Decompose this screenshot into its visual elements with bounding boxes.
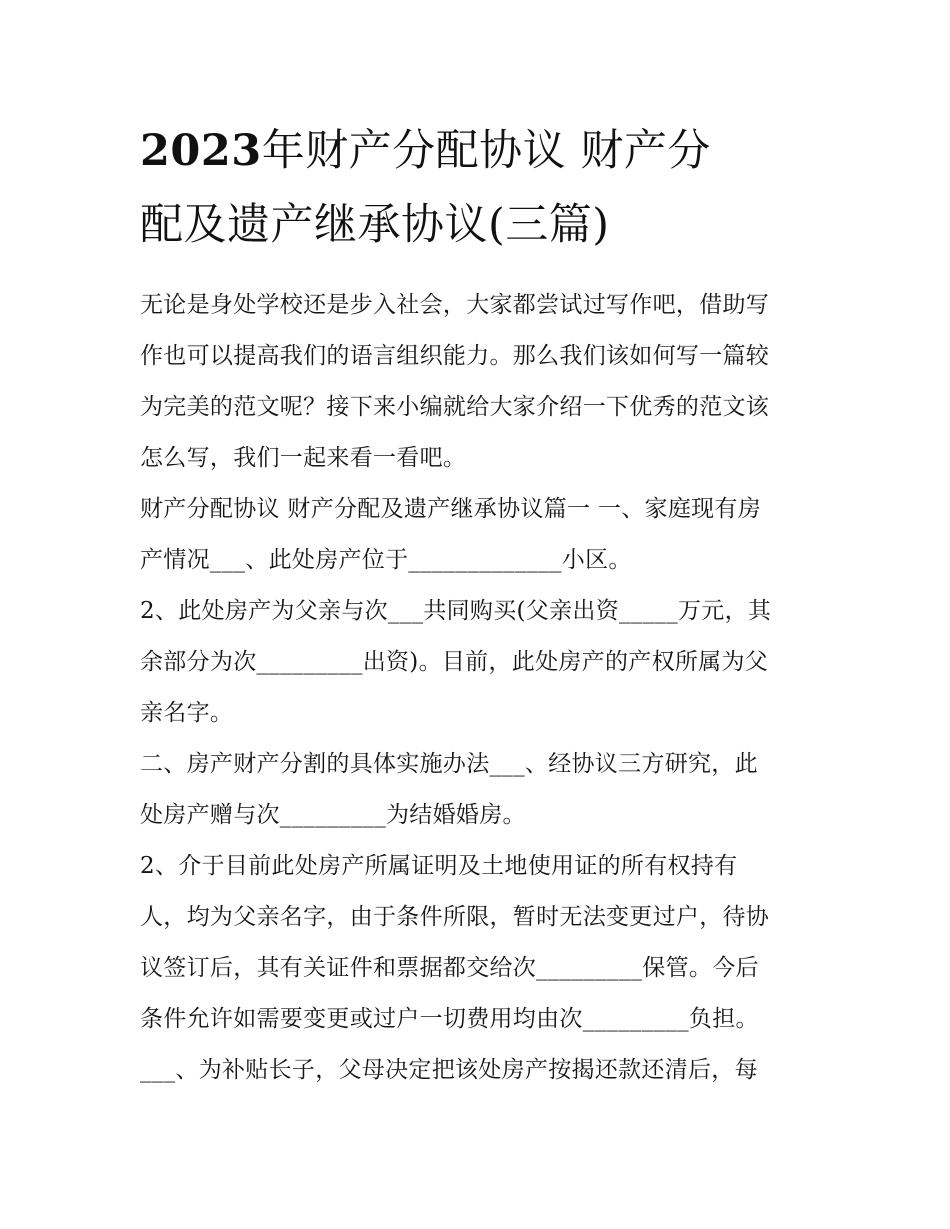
body-line: 怎么写，我们一起来看一看吧。 xyxy=(140,445,467,471)
body-line: 作也可以提高我们的语言组织能力。那么我们该如何写一篇较 xyxy=(140,343,770,369)
document-title xyxy=(140,114,820,262)
body-line: 亲名字。 xyxy=(140,700,234,726)
body-line: 为完美的范文呢？接下来小编就给大家介绍一下优秀的范文该 xyxy=(140,394,770,420)
body-line: 人，均为父亲名字，由于条件所限，暂时无法变更过户，待协 xyxy=(140,904,770,930)
document-body xyxy=(140,280,820,1096)
title-line1-rest: 年财产分配协议 财产分 xyxy=(261,126,711,176)
body-line: ___、为补贴长子，父母决定把该处房产按揭还款还清后，每 xyxy=(140,1057,758,1083)
body-line: 无论是身处学校还是步入社会，大家都尝试过写作吧，借助写 xyxy=(140,292,770,318)
title-line2: 配及遗产继承协议(三篇) xyxy=(140,200,610,250)
body-line: 二、房产财产分割的具体实施办法___、经协议三方研究，此 xyxy=(140,751,758,777)
body-line: 产情况___、此处房产位于_____________小区。 xyxy=(140,547,632,573)
body-line: 2、此处房产为父亲与次___共同购买(父亲出资_____万元，其 xyxy=(140,598,772,624)
body-line: 条件允许如需要变更或过户一切费用均由次_________负担。 xyxy=(140,1006,759,1032)
title-year: 2023 xyxy=(140,126,262,176)
body-line: 处房产赠与次_________为结婚婚房。 xyxy=(140,802,526,828)
body-line: 议签订后，其有关证件和票据都交给次_________保管。今后 xyxy=(140,955,759,981)
body-line: 余部分为次_________出资)。目前，此处房产的产权所属为父 xyxy=(140,649,769,675)
body-line: 2、介于目前此处房产所属证明及土地使用证的所有权持有 xyxy=(140,853,738,879)
body-line: 财产分配协议 财产分配及遗产继承协议篇一 一、家庭现有房 xyxy=(140,496,762,522)
